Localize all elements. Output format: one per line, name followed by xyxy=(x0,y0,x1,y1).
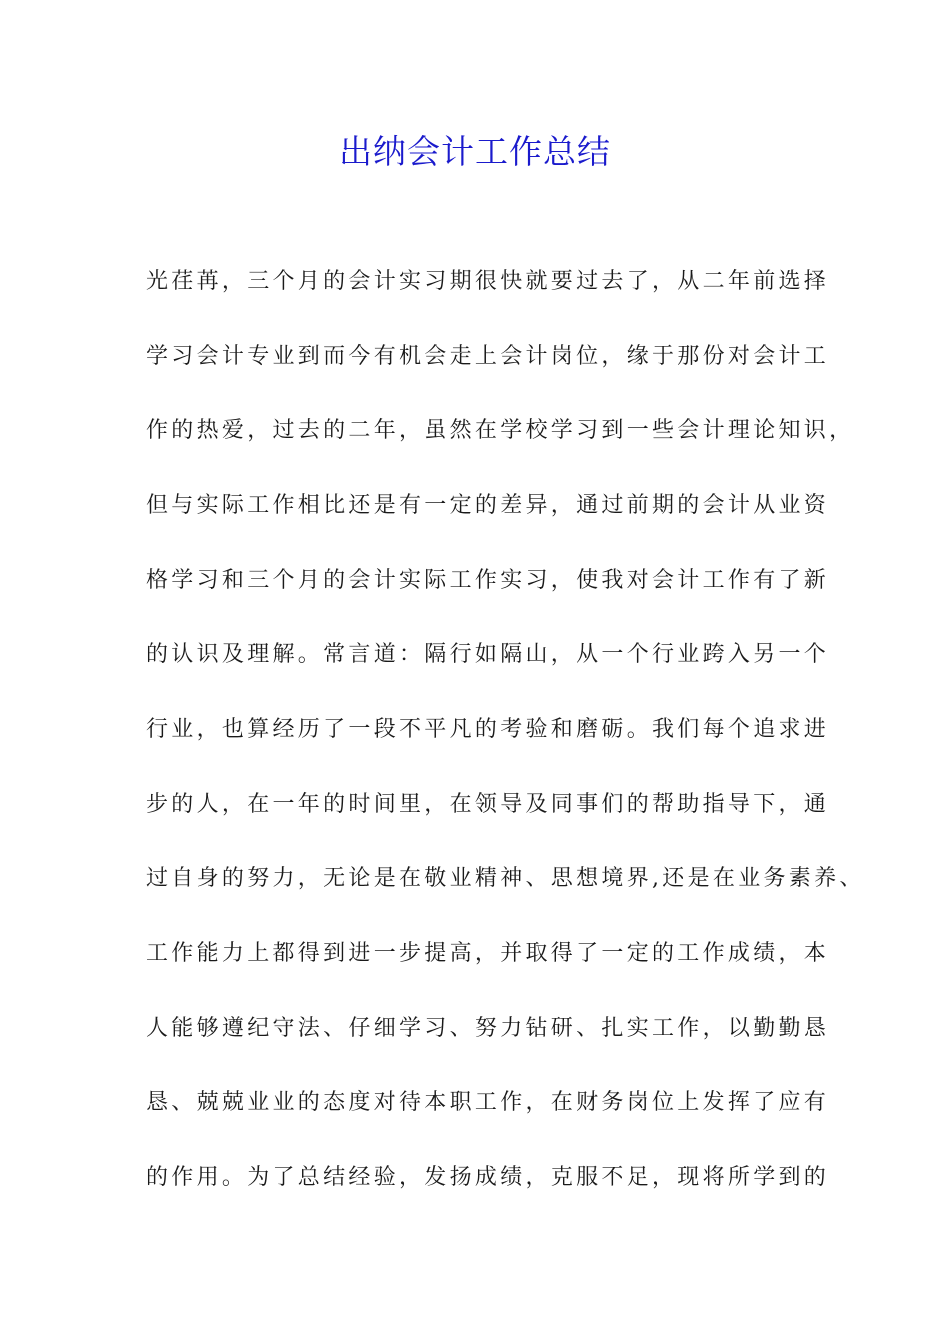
body-line: 作的热爱，过去的二年，虽然在学校学习到一些会计理论知识， xyxy=(146,418,855,443)
body-line: 步的人，在一年的时间里，在领导及同事们的帮助指导下，通 xyxy=(146,792,830,817)
body-line: 工作能力上都得到进一步提高，并取得了一定的工作成绩，本 xyxy=(146,941,830,966)
body-line: 格学习和三个月的会计实际工作实习，使我对会计工作有了新 xyxy=(146,568,830,593)
document-title: 出纳会计工作总结 xyxy=(339,132,611,171)
body-line: 恳、兢兢业业的态度对待本职工作，在财务岗位上发挥了应有 xyxy=(146,1090,830,1115)
body-line: 过自身的努力，无论是在敬业精神、思想境界,还是在业务素养、 xyxy=(146,866,865,891)
body-line: 人能够遵纪守法、仔细学习、努力钻研、扎实工作，以勤勤恳 xyxy=(146,1016,830,1041)
body-line: 的作用。为了总结经验，发扬成绩，克服不足，现将所学到的 xyxy=(146,1165,830,1190)
body-line: 学习会计专业到而今有机会走上会计岗位，缘于那份对会计工 xyxy=(146,344,830,369)
body-line: 光荏苒，三个月的会计实习期很快就要过去了，从二年前选择 xyxy=(146,269,830,294)
body-line: 但与实际工作相比还是有一定的差异，通过前期的会计从业资 xyxy=(146,493,830,518)
body-line: 的认识及理解。常言道：隔行如隔山，从一个行业跨入另一个 xyxy=(146,642,830,667)
body-line: 行业，也算经历了一段不平凡的考验和磨砺。我们每个追求进 xyxy=(146,717,830,742)
